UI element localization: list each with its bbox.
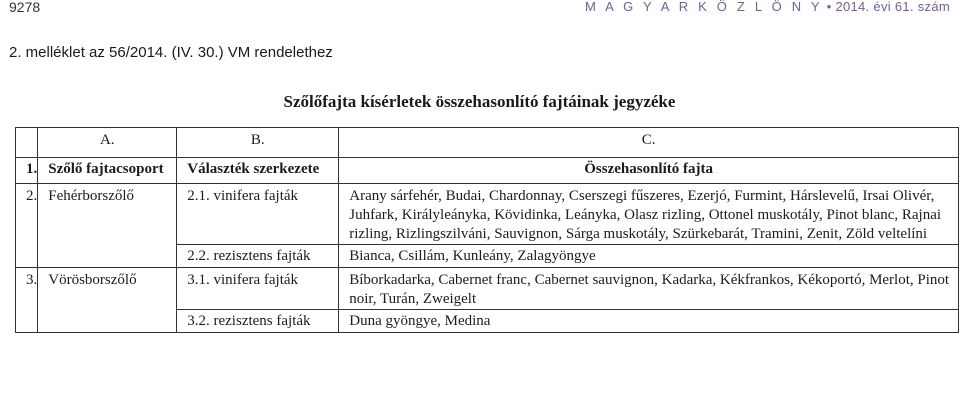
table-row — [16, 245, 959, 268]
page-number: 9278 — [9, 0, 41, 15]
row-number: 1. — [16, 158, 38, 184]
header-comparison: Összehasonlító fajta — [339, 158, 959, 184]
column-letter-row — [16, 128, 959, 158]
journal-name: M A G Y A R K Ö Z L Ö N Y — [585, 0, 823, 14]
header-group: Szőlő fajtacsoport — [38, 158, 177, 184]
issue-label: 2014. évi 61. szám — [835, 0, 950, 14]
variety-list: Bianca, Csillám, Kunleány, Zalagyöngye — [339, 245, 959, 268]
column-letter-c: C. — [339, 128, 959, 158]
variety-list: Arany sárfehér, Budai, Chardonnay, Cserszegi fűszeres, Ezerjó, Furmint, Hárslevelű, Irsai Olivér, Juhfark, Királyleányka, Kövidinka, Leányka, Olasz rizling, Ottonel muskotály, Pinot blanc, Rajnai rizling, Rizlingszilváni, Sauvignon, Sárga muskotály, Szürkebarát, Tramini, Zenit, Zöld veltelíni — [339, 184, 959, 245]
variety-list: Duna gyöngye, Medina — [339, 310, 959, 333]
selection-type: 3.1. vinifera fajták — [177, 268, 339, 310]
header-structure: Választék szerkezete — [177, 158, 339, 184]
publication-header — [585, 0, 950, 14]
table-row — [16, 310, 959, 333]
table-row — [16, 184, 959, 245]
selection-type: 2.1. vinifera fajták — [177, 184, 339, 245]
selection-type: 3.2. rezisztens fajták — [177, 310, 339, 333]
table-row — [16, 268, 959, 310]
empty-cell — [16, 245, 38, 268]
empty-cell — [38, 310, 177, 333]
variety-group: Vörösborszőlő — [38, 268, 177, 310]
selection-type: 2.2. rezisztens fajták — [177, 245, 339, 268]
variety-list: Bíborkadarka, Cabernet franc, Cabernet sauvignon, Kadarka, Kékfrankos, Kékoportó, Merlot, Pinot noir, Turán, Zweigelt — [339, 268, 959, 310]
header-row — [16, 158, 959, 184]
row-number: 3. — [16, 268, 38, 310]
column-letter-a: A. — [38, 128, 177, 158]
empty-cell — [38, 245, 177, 268]
row-number: 2. — [16, 184, 38, 245]
document-title: Szőlőfajta kísérletek összehasonlító fajtáinak jegyzéke — [283, 92, 676, 111]
empty-cell — [16, 128, 38, 158]
varieties-table — [15, 127, 959, 333]
column-letter-b: B. — [177, 128, 339, 158]
empty-cell — [16, 310, 38, 333]
annex-title: 2. melléklet az 56/2014. (IV. 30.) VM rendelethez — [9, 44, 333, 61]
variety-group: Fehérborszőlő — [38, 184, 177, 245]
separator-bullet: • — [826, 0, 836, 14]
